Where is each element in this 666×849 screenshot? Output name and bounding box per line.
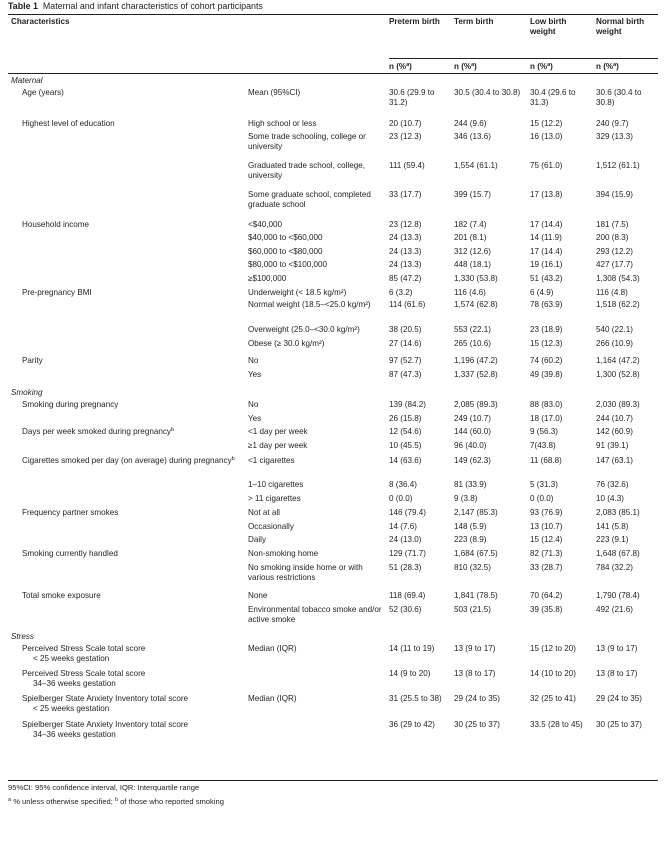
normal-birth-weight-value: 394 (15.9) [596,190,633,199]
preterm-birth-value: 114 (61.6) [389,300,426,309]
term-birth-value: 1,196 (47.2) [454,356,498,365]
characteristic-label [22,720,247,740]
header-characteristics: Characteristics [11,17,70,26]
low-birth-weight-value: 11 (68.8) [530,456,562,465]
term-birth-value: 2,085 (89.3) [454,400,498,409]
term-birth-value: 223 (8.9) [454,535,487,544]
preterm-birth-value: 38 (20.5) [389,325,422,334]
category-label: Yes [248,370,262,379]
characteristic-label-line: Frequency partner smokes [22,508,119,517]
term-birth-value: 149 (62.3) [454,456,491,465]
preterm-birth-value: 129 (71.7) [389,549,426,558]
subheader-sup: a [547,62,551,68]
preterm-birth-value: 20 (10.7) [389,119,422,128]
term-birth-value: 144 (60.0) [454,427,491,436]
term-birth-value: 810 (32.5) [454,563,491,572]
term-birth-value: 9 (3.8) [454,494,478,503]
subheader-n-percent-nbw [596,62,619,72]
top-rule [8,14,658,15]
preterm-birth-value: 87 (47.3) [389,370,422,379]
low-birth-weight-value: 17 (13.8) [530,190,563,199]
low-birth-weight-value: 33 (28.7) [530,563,563,572]
term-birth-value: 2,147 (85.3) [454,508,498,517]
term-birth-value: 96 (40.0) [454,441,487,450]
preterm-birth-value: 14 (11 to 19) [389,644,435,653]
low-birth-weight-value: 75 (61.0) [530,161,563,170]
low-birth-weight-value: 15 (12 to 20) [530,644,576,653]
characteristic-label-line: Pre-pregnancy BMI [22,288,92,297]
subheader-label: n (% [389,62,407,71]
category-label: ≥1 day per week [248,441,308,450]
characteristic-label-line: Spielberger State Anxiety Inventory total score [22,694,189,703]
low-birth-weight-value: 32 (25 to 41) [530,694,576,703]
characteristic-label [22,119,247,129]
category-label: <1 cigarettes [248,456,295,465]
normal-birth-weight-value: 540 (22.1) [596,325,633,334]
term-birth-value: 1,330 (53.8) [454,274,498,283]
term-birth-value: 13 (9 to 17) [454,644,496,653]
low-birth-weight-value: 51 (43.2) [530,274,563,283]
preterm-birth-value: 97 (52.7) [389,356,422,365]
category-label: $40,000 to <$60,000 [248,233,323,242]
low-birth-weight-value: 6 (4.9) [530,288,554,297]
category-label: $80,000 to <$100,000 [248,260,327,269]
category-label: Non-smoking home [248,549,319,558]
characteristic-label-line: < 25 weeks gestation [33,704,110,714]
characteristic-label-line: Perceived Stress Scale total score [22,644,146,653]
category-label: Median (IQR) [248,644,297,653]
subheader-label: n (% [454,62,472,71]
preterm-birth-value: 27 (14.6) [389,339,422,348]
category-label: Graduated trade school, college, university [248,161,365,181]
normal-birth-weight-value: 1,518 (62.2) [596,300,640,309]
normal-birth-weight-value: 427 (17.7) [596,260,633,269]
low-birth-weight-value: 16 (13.0) [530,132,563,141]
category-label: Environmental tobacco smoke and/or active smoke [248,605,382,625]
normal-birth-weight-value: 329 (13.3) [596,132,633,141]
normal-birth-weight-value: 10 (4.3) [596,494,624,503]
characteristic-label [22,456,247,466]
characteristic-label-line: Highest level of education [22,119,115,128]
label-footnote-marker: b [231,456,235,462]
characteristic-label-line: 34–36 weeks gestation [33,730,116,740]
preterm-birth-value: 14 (63.6) [389,456,422,465]
footnote-definitions [8,797,224,807]
normal-birth-weight-value: 2,083 (85.1) [596,508,640,517]
characteristic-label [22,644,247,664]
characteristic-label [22,88,247,98]
low-birth-weight-value: 15 (12.4) [530,535,563,544]
preterm-birth-value: 139 (84.2) [389,400,426,409]
subheader-close: ) [550,62,553,71]
preterm-birth-value: 30.6 (29.9 to 31.2) [389,88,435,108]
header-term-birth: Term birth [454,17,494,26]
low-birth-weight-value: 17 (14.4) [530,247,563,256]
characteristic-label [22,288,247,298]
category-label: High school or less [248,119,317,128]
preterm-birth-value: 31 (25.5 to 38) [389,694,442,703]
normal-birth-weight-value: 142 (60.9) [596,427,633,436]
preterm-birth-value: 14 (9 to 20) [389,669,431,678]
normal-birth-weight-value: 29 (24 to 35) [596,694,642,703]
low-birth-weight-value: 74 (60.2) [530,356,563,365]
normal-birth-weight-value: 181 (7.5) [596,220,629,229]
low-birth-weight-value: 82 (71.3) [530,549,563,558]
footnote-a-marker: a [8,797,12,803]
preterm-birth-value: 10 (45.5) [389,441,422,450]
category-label: Not at all [248,508,280,517]
characteristic-label-line: Smoking during pregnancy [22,400,119,409]
term-birth-value: 448 (18.1) [454,260,491,269]
term-birth-value: 1,841 (78.5) [454,591,498,600]
category-label: ≥$100,000 [248,274,287,283]
subheader-n-percent-lbw [530,62,553,72]
category-label: Obese (≥ 30.0 kg/m²) [248,339,325,348]
low-birth-weight-value: 7(43.8) [530,441,556,450]
normal-birth-weight-value: 141 (5.8) [596,522,629,531]
low-birth-weight-value: 23 (18.9) [530,325,563,334]
low-birth-weight-value: 14 (11.9) [530,233,562,242]
table-caption [8,1,263,12]
characteristic-label [22,356,247,366]
preterm-birth-value: 23 (12.8) [389,220,422,229]
low-birth-weight-value: 88 (83.0) [530,400,563,409]
footnote-b-marker: b [114,797,118,803]
normal-birth-weight-value: 30.6 (30.4 to 30.8) [596,88,642,108]
term-birth-value: 201 (8.1) [454,233,487,242]
subheader-sup: a [471,62,475,68]
subheader-n-percent-term [454,62,477,72]
subheader-close: ) [474,62,477,71]
term-birth-value: 13 (8 to 17) [454,669,496,678]
normal-birth-weight-value: 1,308 (54.3) [596,274,640,283]
preterm-birth-value: 6 (3.2) [389,288,413,297]
table-title: Maternal and infant characteristics of cohort participants [42,1,263,11]
preterm-birth-value: 36 (29 to 42) [389,720,435,729]
subheader-close: ) [409,62,412,71]
low-birth-weight-value: 78 (63.9) [530,300,563,309]
characteristic-label-line: Household income [22,220,90,229]
low-birth-weight-value: 5 (31.3) [530,480,558,489]
category-label: $60,000 to <$80,000 [248,247,323,256]
category-label: Daily [248,535,266,544]
category-label: <1 day per week [248,427,308,436]
low-birth-weight-value: 19 (16.1) [530,260,563,269]
characteristic-label [22,549,247,559]
category-label: > 11 cigarettes [248,494,301,503]
preterm-birth-value: 33 (17.7) [389,190,422,199]
normal-birth-weight-value: 223 (9.1) [596,535,629,544]
term-birth-value: 265 (10.6) [454,339,491,348]
characteristic-label-line: Total smoke exposure [22,591,101,600]
term-birth-value: 30 (25 to 37) [454,720,500,729]
section-heading: Stress [11,632,34,641]
category-label: Yes [248,414,262,423]
low-birth-weight-value: 15 (12.3) [530,339,563,348]
subheader-close: ) [616,62,619,71]
term-birth-value: 553 (22.1) [454,325,491,334]
normal-birth-weight-value: 1,648 (67.8) [596,549,640,558]
characteristic-label [22,508,247,518]
table-number: Table 1 [8,1,38,11]
characteristic-label-line: Age (years) [22,88,64,97]
term-birth-value: 148 (5.9) [454,522,487,531]
category-label: Occasionally [248,522,294,531]
term-birth-value: 346 (13.6) [454,132,491,141]
low-birth-weight-value: 0 (0.0) [530,494,554,503]
characteristic-label-line: Days per week smoked during pregnancy [22,427,171,436]
low-birth-weight-value: 17 (14.4) [530,220,563,229]
subheader-label: n (% [596,62,614,71]
category-label: Normal weight (18.5–<25.0 kg/m²) [248,300,371,309]
category-label: No smoking inside home or with various restrictions [248,563,363,583]
term-birth-value: 1,574 (62.8) [454,300,498,309]
normal-birth-weight-value: 76 (32.6) [596,480,629,489]
subheader-sup: a [406,62,410,68]
preterm-birth-value: 0 (0.0) [389,494,413,503]
category-label: 1–10 cigarettes [248,480,304,489]
category-label: Underweight (< 18.5 kg/m²) [248,288,347,297]
section-heading: Smoking [11,388,43,397]
category-label: Overweight (25.0–<30.0 kg/m²) [248,325,360,334]
header-normal-birth-weight: Normal birth weight [596,17,645,37]
normal-birth-weight-value: 1,512 (61.1) [596,161,640,170]
characteristic-label [22,669,247,689]
normal-birth-weight-value: 116 (4.8) [596,288,628,297]
normal-birth-weight-value: 147 (63.1) [596,456,633,465]
low-birth-weight-value: 15 (12.2) [530,119,563,128]
term-birth-value: 1,554 (61.1) [454,161,498,170]
low-birth-weight-value: 70 (64.2) [530,591,563,600]
header-low-birth-weight: Low birth weight [530,17,567,37]
characteristic-label [22,400,247,410]
normal-birth-weight-value: 244 (10.7) [596,414,633,423]
preterm-birth-value: 24 (13.3) [389,260,422,269]
label-footnote-marker: b [170,427,174,433]
normal-birth-weight-value: 1,164 (47.2) [596,356,640,365]
term-birth-value: 399 (15.7) [454,190,491,199]
preterm-birth-value: 24 (13.3) [389,247,422,256]
preterm-birth-value: 26 (15.8) [389,414,422,423]
characteristic-label-line: 34–36 weeks gestation [33,679,116,689]
category-label: Some trade schooling, college or university [248,132,366,152]
characteristic-label-line: Parity [22,356,43,365]
normal-birth-weight-value: 13 (9 to 17) [596,644,638,653]
characteristic-label [22,220,247,230]
term-birth-value: 1,337 (52.8) [454,370,498,379]
term-birth-value: 503 (21.5) [454,605,491,614]
category-label: <$40,000 [248,220,282,229]
normal-birth-weight-value: 91 (39.1) [596,441,629,450]
normal-birth-weight-value: 13 (8 to 17) [596,669,638,678]
characteristic-label-line: Perceived Stress Scale total score [22,669,146,678]
term-birth-value: 244 (9.6) [454,119,487,128]
normal-birth-weight-value: 293 (12.2) [596,247,633,256]
preterm-birth-value: 24 (13.0) [389,535,422,544]
preterm-birth-value: 24 (13.3) [389,233,422,242]
term-birth-value: 1,684 (67.5) [454,549,498,558]
low-birth-weight-value: 18 (17.0) [530,414,563,423]
preterm-birth-value: 23 (12.3) [389,132,422,141]
low-birth-weight-value: 30.4 (29.6 to 31.3) [530,88,576,108]
normal-birth-weight-value: 266 (10.9) [596,339,633,348]
category-label: Median (IQR) [248,694,297,703]
preterm-birth-value: 8 (36.4) [389,480,417,489]
term-birth-value: 312 (12.6) [454,247,491,256]
footnote-a-text: % unless otherwise specified; [13,797,113,806]
low-birth-weight-value: 33.5 (28 to 45) [530,720,583,729]
normal-birth-weight-value: 1,300 (52.8) [596,370,640,379]
term-birth-value: 29 (24 to 35) [454,694,500,703]
normal-birth-weight-value: 784 (32.2) [596,563,633,572]
characteristic-label [22,427,247,437]
normal-birth-weight-value: 2,030 (89.3) [596,400,640,409]
term-birth-value: 30.5 (30.4 to 30.8) [454,88,521,97]
normal-birth-weight-value: 240 (9.7) [596,119,629,128]
term-birth-value: 81 (33.9) [454,480,487,489]
subheader-n-percent-preterm [389,62,412,72]
preterm-birth-value: 85 (47.2) [389,274,422,283]
header-preterm-birth: Preterm birth [389,17,440,26]
category-label: None [248,591,268,600]
low-birth-weight-value: 93 (76.9) [530,508,563,517]
term-birth-value: 116 (4.6) [454,288,486,297]
bottom-rule [8,780,658,781]
preterm-birth-value: 111 (59.4) [389,161,425,170]
preterm-birth-value: 12 (54.6) [389,427,422,436]
category-label: Some graduate school, completed graduate school [248,190,371,210]
term-birth-value: 249 (10.7) [454,414,491,423]
low-birth-weight-value: 9 (56.3) [530,427,558,436]
category-label: Mean (95%CI) [248,88,301,97]
subheader-rule [389,58,658,59]
category-label: No [248,356,259,365]
low-birth-weight-value: 13 (10.7) [530,522,563,531]
category-label: No [248,400,259,409]
characteristic-label [22,591,247,601]
characteristic-label [22,694,247,714]
normal-birth-weight-value: 1,790 (78.4) [596,591,640,600]
low-birth-weight-value: 49 (39.8) [530,370,563,379]
subheader-label: n (% [530,62,548,71]
preterm-birth-value: 51 (28.3) [389,563,422,572]
preterm-birth-value: 52 (30.6) [389,605,422,614]
characteristic-label-line: < 25 weeks gestation [33,654,110,664]
characteristic-label-line: Spielberger State Anxiety Inventory total score [22,720,189,729]
low-birth-weight-value: 39 (35.8) [530,605,563,614]
low-birth-weight-value: 14 (10 to 20) [530,669,576,678]
preterm-birth-value: 118 (69.4) [389,591,426,600]
section-heading: Maternal [11,76,43,85]
normal-birth-weight-value: 30 (25 to 37) [596,720,642,729]
normal-birth-weight-value: 492 (21.6) [596,605,633,614]
preterm-birth-value: 146 (79.4) [389,508,426,517]
characteristic-label-line: Cigarettes smoked per day (on average) during pregnancy [22,456,232,465]
footnote-abbreviations: 95%CI: 95% confidence interval, IQR: Interquartile range [8,783,200,792]
characteristic-label-line: Smoking currently handled [22,549,118,558]
normal-birth-weight-value: 200 (8.3) [596,233,629,242]
preterm-birth-value: 14 (7.6) [389,522,417,531]
subheader-sup: a [613,62,617,68]
header-bottom-rule [8,73,658,74]
footnote-b-text: of those who reported smoking [120,797,224,806]
term-birth-value: 182 (7.4) [454,220,487,229]
